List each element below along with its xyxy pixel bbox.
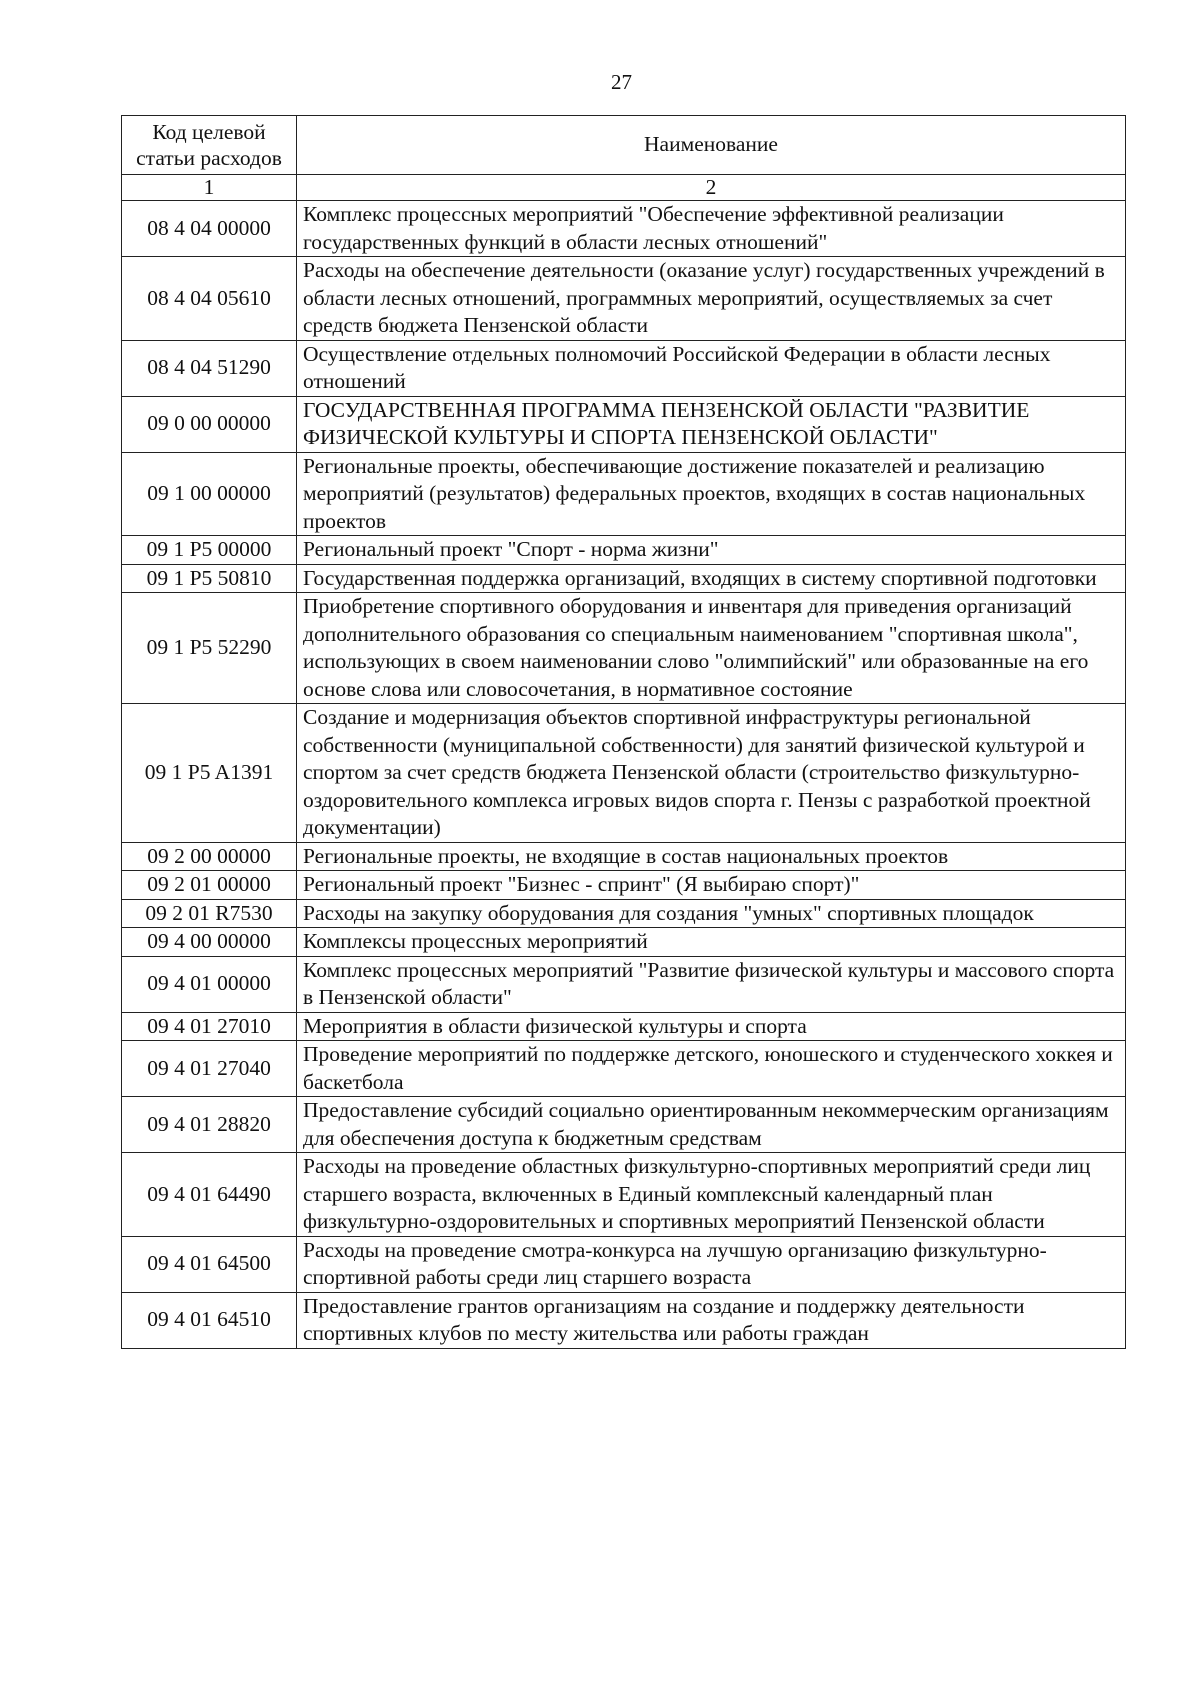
header-code: Код целевой статьи расходов bbox=[122, 116, 297, 175]
row-name: Государственная поддержка организаций, входящих в систему спортивной подготовки bbox=[297, 564, 1126, 593]
row-code: 08 4 04 51290 bbox=[122, 340, 297, 396]
row-code: 09 2 01 00000 bbox=[122, 871, 297, 900]
row-name: Региональный проект "Бизнес - спринт" (Я выбираю спорт)" bbox=[297, 871, 1126, 900]
table-row bbox=[122, 593, 1126, 704]
row-code: 09 4 01 64490 bbox=[122, 1153, 297, 1237]
row-code: 09 1 P5 00000 bbox=[122, 536, 297, 565]
row-name: Комплекс процессных мероприятий "Обеспечение эффективной реализации государственных функций в области лесных отношений" bbox=[297, 201, 1126, 257]
row-name: Осуществление отдельных полномочий Российской Федерации в области лесных отношений bbox=[297, 340, 1126, 396]
row-code: 09 4 01 64510 bbox=[122, 1292, 297, 1348]
row-name: Комплексы процессных мероприятий bbox=[297, 928, 1126, 957]
table-body bbox=[122, 201, 1126, 1349]
table-row bbox=[122, 1097, 1126, 1153]
table-row bbox=[122, 1292, 1126, 1348]
table-row bbox=[122, 536, 1126, 565]
column-number-1: 1 bbox=[122, 175, 297, 201]
table-row bbox=[122, 1041, 1126, 1097]
row-code: 09 2 01 R7530 bbox=[122, 899, 297, 928]
column-numbers-row bbox=[122, 175, 1126, 201]
table-row bbox=[122, 871, 1126, 900]
row-name: Предоставление грантов организациям на создание и поддержку деятельности спортивных клубов по месту жительства или работы граждан bbox=[297, 1292, 1126, 1348]
row-name: ГОСУДАРСТВЕННАЯ ПРОГРАММА ПЕНЗЕНСКОЙ ОБЛАСТИ "РАЗВИТИЕ ФИЗИЧЕСКОЙ КУЛЬТУРЫ И СПОРТА ПЕНЗЕНСКОЙ ОБЛАСТИ" bbox=[297, 396, 1126, 452]
row-name: Региональные проекты, обеспечивающие достижение показателей и реализацию мероприятий (результатов) федеральных проектов, входящих в состав национальных проектов bbox=[297, 452, 1126, 536]
row-code: 09 0 00 00000 bbox=[122, 396, 297, 452]
row-name: Расходы на проведение областных физкультурно-спортивных мероприятий среди лиц старшего возраста, включенных в Единый комплексный календарный план физкультурно-оздоровительных и спортивных мероприятий Пензенской области bbox=[297, 1153, 1126, 1237]
table-row bbox=[122, 899, 1126, 928]
table-row bbox=[122, 842, 1126, 871]
row-code: 09 2 00 00000 bbox=[122, 842, 297, 871]
row-code: 09 1 P5 52290 bbox=[122, 593, 297, 704]
row-code: 09 4 00 00000 bbox=[122, 928, 297, 957]
table-row bbox=[122, 704, 1126, 843]
row-code: 09 4 01 27010 bbox=[122, 1012, 297, 1041]
table-row bbox=[122, 1236, 1126, 1292]
row-code: 08 4 04 00000 bbox=[122, 201, 297, 257]
row-name: Региональные проекты, не входящие в состав национальных проектов bbox=[297, 842, 1126, 871]
column-number-2: 2 bbox=[297, 175, 1126, 201]
row-code: 09 4 01 28820 bbox=[122, 1097, 297, 1153]
table-row bbox=[122, 956, 1126, 1012]
table-row bbox=[122, 340, 1126, 396]
header-name: Наименование bbox=[297, 116, 1126, 175]
table-row bbox=[122, 1153, 1126, 1237]
page-number: 27 bbox=[611, 70, 632, 94]
row-name: Приобретение спортивного оборудования и инвентаря для приведения организаций дополнительного образования со специальным наименованием "спортивная школа", использующих в своем наименовании слово "олимпийский" или образованные на его основе слова или словосочетания, в нормативное состояние bbox=[297, 593, 1126, 704]
row-name: Расходы на проведение смотра-конкурса на лучшую организацию физкультурно-спортивной работы среди лиц старшего возраста bbox=[297, 1236, 1126, 1292]
table-row bbox=[122, 396, 1126, 452]
budget-classification-table bbox=[121, 115, 1126, 1349]
row-code: 09 4 01 64500 bbox=[122, 1236, 297, 1292]
row-name: Создание и модернизация объектов спортивной инфраструктуры региональной собственности (муниципальной собственности) для занятий физической культурой и спортом за счет средств бюджета Пензенской области (строительство физкультурно-оздоровительного комплекса игровых видов спорта г. Пензы с разработкой проектной документации) bbox=[297, 704, 1126, 843]
row-code: 09 1 P5 A1391 bbox=[122, 704, 297, 843]
row-name: Предоставление субсидий социально ориентированным некоммерческим организациям для обеспечения доступа к бюджетным средствам bbox=[297, 1097, 1126, 1153]
table-row bbox=[122, 452, 1126, 536]
table-row bbox=[122, 564, 1126, 593]
row-name: Расходы на закупку оборудования для создания "умных" спортивных площадок bbox=[297, 899, 1126, 928]
row-name: Региональный проект "Спорт - норма жизни" bbox=[297, 536, 1126, 565]
row-name: Комплекс процессных мероприятий "Развитие физической культуры и массового спорта в Пензенской области" bbox=[297, 956, 1126, 1012]
row-name: Проведение мероприятий по поддержке детского, юношеского и студенческого хоккея и баскетбола bbox=[297, 1041, 1126, 1097]
row-code: 09 4 01 00000 bbox=[122, 956, 297, 1012]
row-code: 09 1 P5 50810 bbox=[122, 564, 297, 593]
row-name: Расходы на обеспечение деятельности (оказание услуг) государственных учреждений в области лесных отношений, программных мероприятий, осуществляемых за счет средств бюджета Пензенской области bbox=[297, 257, 1126, 341]
table-row bbox=[122, 1012, 1126, 1041]
row-code: 09 1 00 00000 bbox=[122, 452, 297, 536]
row-name: Мероприятия в области физической культуры и спорта bbox=[297, 1012, 1126, 1041]
row-code: 08 4 04 05610 bbox=[122, 257, 297, 341]
row-code: 09 4 01 27040 bbox=[122, 1041, 297, 1097]
table-row bbox=[122, 928, 1126, 957]
table-row bbox=[122, 257, 1126, 341]
table-header-row bbox=[122, 116, 1126, 175]
table-row bbox=[122, 201, 1126, 257]
